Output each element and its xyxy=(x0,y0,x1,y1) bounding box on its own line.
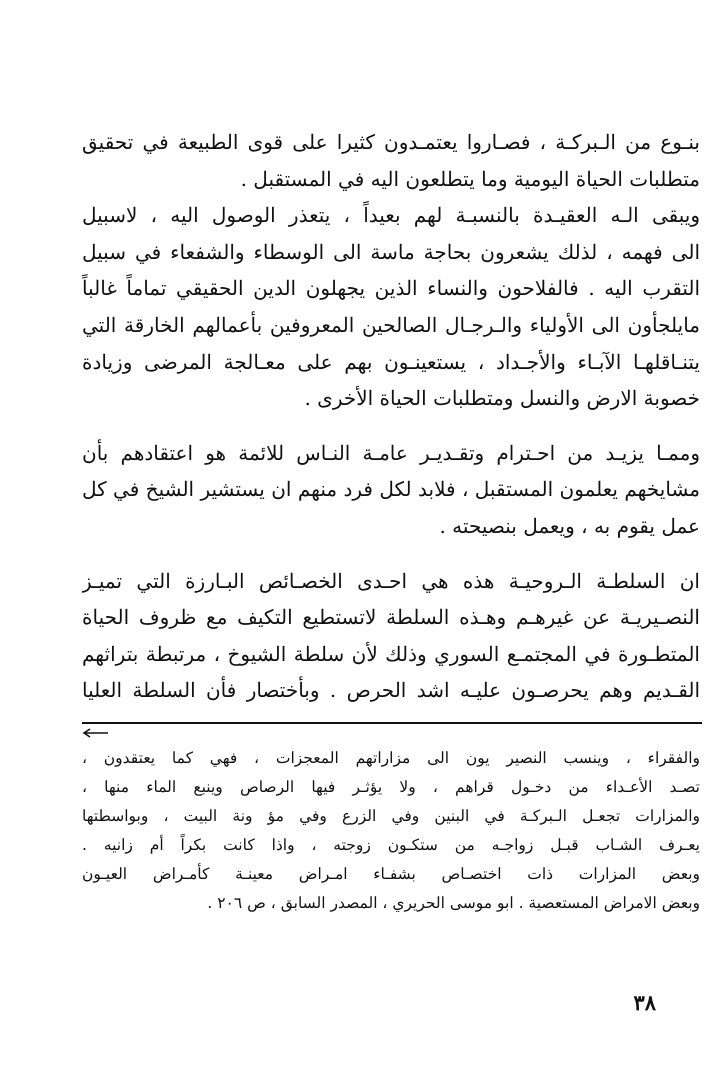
text-line: بنـوع من الـبركـة ، فصـاروا يعتمـدون كثيرا على قوى الطبيعة في تحقيق xyxy=(82,130,700,154)
page-number: ٣٨ xyxy=(633,990,656,1015)
paragraph-2 xyxy=(82,197,700,417)
footnote-line: تصـد الأعـداء من دخـول قراهم ، ولا يؤثـر فيها الرصاص وينبع الماء منها ، xyxy=(82,778,700,796)
footnote-divider xyxy=(82,722,702,724)
text-line: التقرب اليه . فالفلاحون والنساء الذين يجهلون الدين الحقيقي تماماً غالباً xyxy=(82,276,700,301)
text-line: النصـيريـة عن غيرهـم وهـذه السلطة لاتستطيع التكيف مع ظروف الحياة xyxy=(82,605,700,630)
footnote-line: يعـرف الشـاب قبـل زواجـه من ستكـون زوجته ، واذا كانت بكراً أم زانيه . xyxy=(82,836,700,854)
text-line: متطلبات الحياة اليومية وما يتطلعون اليه في المستقبل . xyxy=(240,166,700,191)
footnote-line: وبعض الامراض المستعصية . ابو موسى الحريري ، المصدر السابق ، ص ٢٠٦ . xyxy=(207,894,700,912)
text-line: خصوبة الارض والنسل ومتطلبات الحياة الأخرى . xyxy=(304,386,700,411)
paragraph-1 xyxy=(82,124,700,197)
paragraph-3 xyxy=(82,435,700,545)
paragraph-4 xyxy=(82,563,700,709)
text-line: مايلجأون الى الأولياء والـرجـال الصالحين المعروفين بأعمالهم الخارقة التي xyxy=(82,312,700,337)
main-body-text xyxy=(82,124,700,709)
left-arrow-icon xyxy=(82,728,108,738)
text-line: المتطـورة في المجتمـع السوري وذلك لأن سلطة الشيوخ ، مرتبطة بتراثهم xyxy=(82,641,700,666)
footnote-line: والفقراء ، وينسب النصير يون الى مزاراتهم المعجزات ، فهي كما يعتقدون ، xyxy=(82,749,700,767)
text-line: عمل يقوم به ، ويعمل بنصيحته . xyxy=(439,513,700,538)
text-line: يتنـاقلهـا الآبـاء والأجـداد ، يستعينـون بهم على معـالجة المرضى وزيادة xyxy=(82,349,700,374)
text-line: ويبقى الـه العقيـدة بالنسبـة لهم بعيداً ، يتعذر الوصول اليه ، لاسبيل xyxy=(82,203,700,228)
text-line: مشايخهم يعلمون المستقبل ، فلابد لكل فرد منهم ان يستشير الشيخ في كل xyxy=(82,477,700,502)
text-line: القـديم وهم يحرصـون عليـه اشد الحرص . وبأختصار فأن السلطة العليا xyxy=(82,678,700,703)
paragraph-gap xyxy=(82,545,700,563)
text-line: وممـا يزيـد من احـترام وتقـديـر عامـة النـاس للائمة هو اعتقادهم بأن xyxy=(82,440,700,465)
paragraph-gap xyxy=(82,417,700,435)
text-line: الى فهمه ، لذلك يشعرون بحاجة ماسة الى الوسطاء والشفعاء في سبيل xyxy=(82,239,700,264)
footnote-line: وبعض المزارات ذات اختصـاص بشفـاء امـراض معينـة كأمـراض العيـون xyxy=(82,865,700,883)
footnote-line: والمزارات تجعـل الـبركـة في البنين وفي الزرع وفي مؤ ونة البيت ، وبواسطتها xyxy=(82,807,700,825)
text-line: ان السلطـة الـروحيـة هذه هي احـدى الخصـائص البـارزة التي تميـز xyxy=(82,568,700,593)
footnote xyxy=(82,744,700,918)
